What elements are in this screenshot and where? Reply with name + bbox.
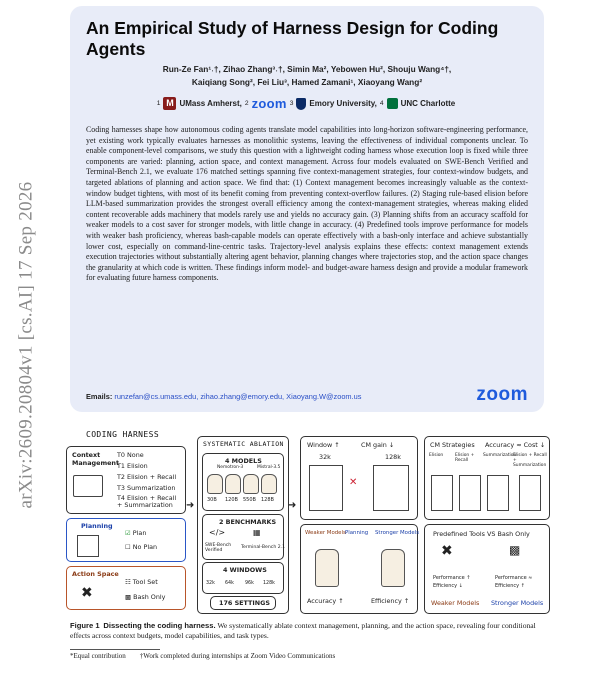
finding-window-box: Window ↑ CM gain ↓ 32k 128k ✕ xyxy=(300,436,418,520)
terminal-icon: ▩ xyxy=(509,543,521,557)
abstract: Coding harnesses shape how autonomous coding agents translate model capabilities into long-horizon software-engineering performance, yet existing work typically evaluates harnesses as monolithic systems, leaving the effectiveness of individual components unclear. To enable component-level comparisons, we study this question with a lightweight coding harness whose execution loop is fixed while three components are varied: planning, action space, and context management. Across four models evaluated on SWE-Bench Verified and Terminal-Bench 2.1, we evaluate 176 matched settings spanning five context-management strategies, four context-window budgets, and targeted ablations of planning and action space. We find that: (1) Context management becomes increasingly valuable as the context-window budget tightens, with most of its benefit coming from preventing context-overflow failures. (2) Staging rule-based elision before LLM-based summarization provides the strongest overall efficiency among the context-management strategies, whereas making elided content recoverable adds machinery that models rarely use and yields no accuracy gain. (3) Planning shifts from an accuracy scaffold for weaker models to a cost saver for stronger models, with little change in accuracy. (4) Predefined tools improve performance for models with weaker bash proficiency, whereas bash-capable models can operate effectively with a bash-only interface and achieve substantially lower cost, especially on command-line-centric tasks. Trajectory-level analysis explains these effects: context management extends execution trajectories without substantially altering agent behavior, planning changes where trajectories stop, and the action space changes the granularity at which code is written. These findings inform model- and budget-aware harness design and provide a modular framework for evaluating future harness components. xyxy=(86,125,528,283)
zoom-logo: zoom xyxy=(251,96,287,111)
finding-tools-box: Predefined Tools VS Bash Only ✖ ▩ Performance ↑ Efficiency ↓ Performance ≈ Efficiency ↑ Weaker Models Stronger Models xyxy=(424,524,550,614)
email-links[interactable]: runzefan@cs.umass.edu, zihao.zhang@emory.edu, Xiaoyang.W@zoom.us xyxy=(114,392,362,401)
umass-logo-icon: M xyxy=(163,97,176,110)
footnote-rule xyxy=(70,649,160,650)
benchmarks-box: 2 BENCHMARKS </> ▦ SWE-Bench Verified Terminal-Bench 2.1 xyxy=(202,514,284,560)
unc-logo-icon xyxy=(387,98,398,109)
figure-caption: Figure 1 Dissecting the coding harness. We systematically ablate context management, planning, and the action space, revealing four conditional effects across context budgets, model capabilities, and task types. xyxy=(70,621,536,640)
tools-icon: ✖ xyxy=(81,585,93,601)
context-management-box: Context Management T0 None T1 Elision T2 Elision + Recall T3 Summarization T4 Elision + Recall + Summarization xyxy=(66,446,186,514)
emails-line: Emails: runzefan@cs.umass.edu, zihao.zhang@emory.edu, Xiaoyang.W@zoom.us xyxy=(86,392,362,401)
finding-cm-strategies-box: CM Strategies Accuracy ≈ Cost ↓ Elision Elision + Recall Summarization Elision + Recall + Summarization xyxy=(424,436,550,520)
arxiv-identifier: arXiv:2609.20804v1 [cs.AI] 17 Sep 2026 xyxy=(15,181,36,509)
finding-planning-box: Weaker Models Planning Stronger Models Accuracy ↑ Efficiency ↑ xyxy=(300,524,418,614)
terminal-icon: ▦ xyxy=(253,528,261,537)
window-128k-bar xyxy=(373,465,409,511)
figure-1 xyxy=(62,420,552,615)
footnotes: *Equal contribution †Work completed during internships at Zoom Video Communications xyxy=(70,652,336,660)
coding-harness-heading: CODING HARNESS xyxy=(86,430,160,439)
llama-icon xyxy=(207,474,223,494)
llama-icon xyxy=(243,474,259,494)
authors-line-2: Kaiqiang Song², Fei Liu³, Hamed Zamani¹, Xiaoyang Wang² xyxy=(191,77,423,87)
zoom-brand-logo: zoom xyxy=(476,384,528,405)
document-stack-icon xyxy=(73,475,103,497)
emory-shield-icon xyxy=(296,98,306,110)
llama-icon xyxy=(225,474,241,494)
checklist-icon xyxy=(77,535,99,557)
tools-icon: ✖ xyxy=(441,543,453,559)
llama-icon xyxy=(261,474,277,494)
settings-badge: 176 SETTINGS xyxy=(210,596,276,610)
arrow-icon: ➜ xyxy=(186,500,195,511)
armored-llama-icon xyxy=(381,549,405,587)
systematic-ablation-box: SYSTEMATIC ABLATION 4 MODELS Nemotron-3 Mistral-3.5 30B 120B 550B 128B 2 BENCHMARKS </> ▦ SWE-Bench Verified Terminal-Bench 2.1 4 WINDOWS 32k 64k 96k 128k 176 SETTINGS xyxy=(197,436,289,614)
action-space-box: Action Space ✖ ☷ Tool Set ▩ Bash Only xyxy=(66,566,186,610)
affiliations: 1 M UMass Amherst, 2 zoom 3 Emory University, 4 UNC Charlotte xyxy=(156,96,456,111)
llama-icon xyxy=(315,549,339,587)
header-panel xyxy=(70,6,544,412)
models-box: 4 MODELS Nemotron-3 Mistral-3.5 30B 120B 550B 128B xyxy=(202,453,284,511)
arrow-icon: ➜ xyxy=(288,500,297,511)
cross-icon: ✕ xyxy=(349,477,358,488)
authors-line-1: Run-Ze Fan¹˒†, Zihao Zhang³˒†, Simin Ma², Yebowen Hu², Shouju Wang⁴†, xyxy=(162,64,452,74)
windows-box: 4 WINDOWS 32k 64k 96k 128k xyxy=(202,562,284,594)
code-icon: </> xyxy=(209,528,226,537)
author-list xyxy=(90,63,524,89)
paper-title: An Empirical Study of Harness Design for Coding Agents xyxy=(86,18,499,59)
planning-box: Planning ☑ Plan ☐ No Plan xyxy=(66,518,186,562)
window-32k-bar xyxy=(309,465,343,511)
